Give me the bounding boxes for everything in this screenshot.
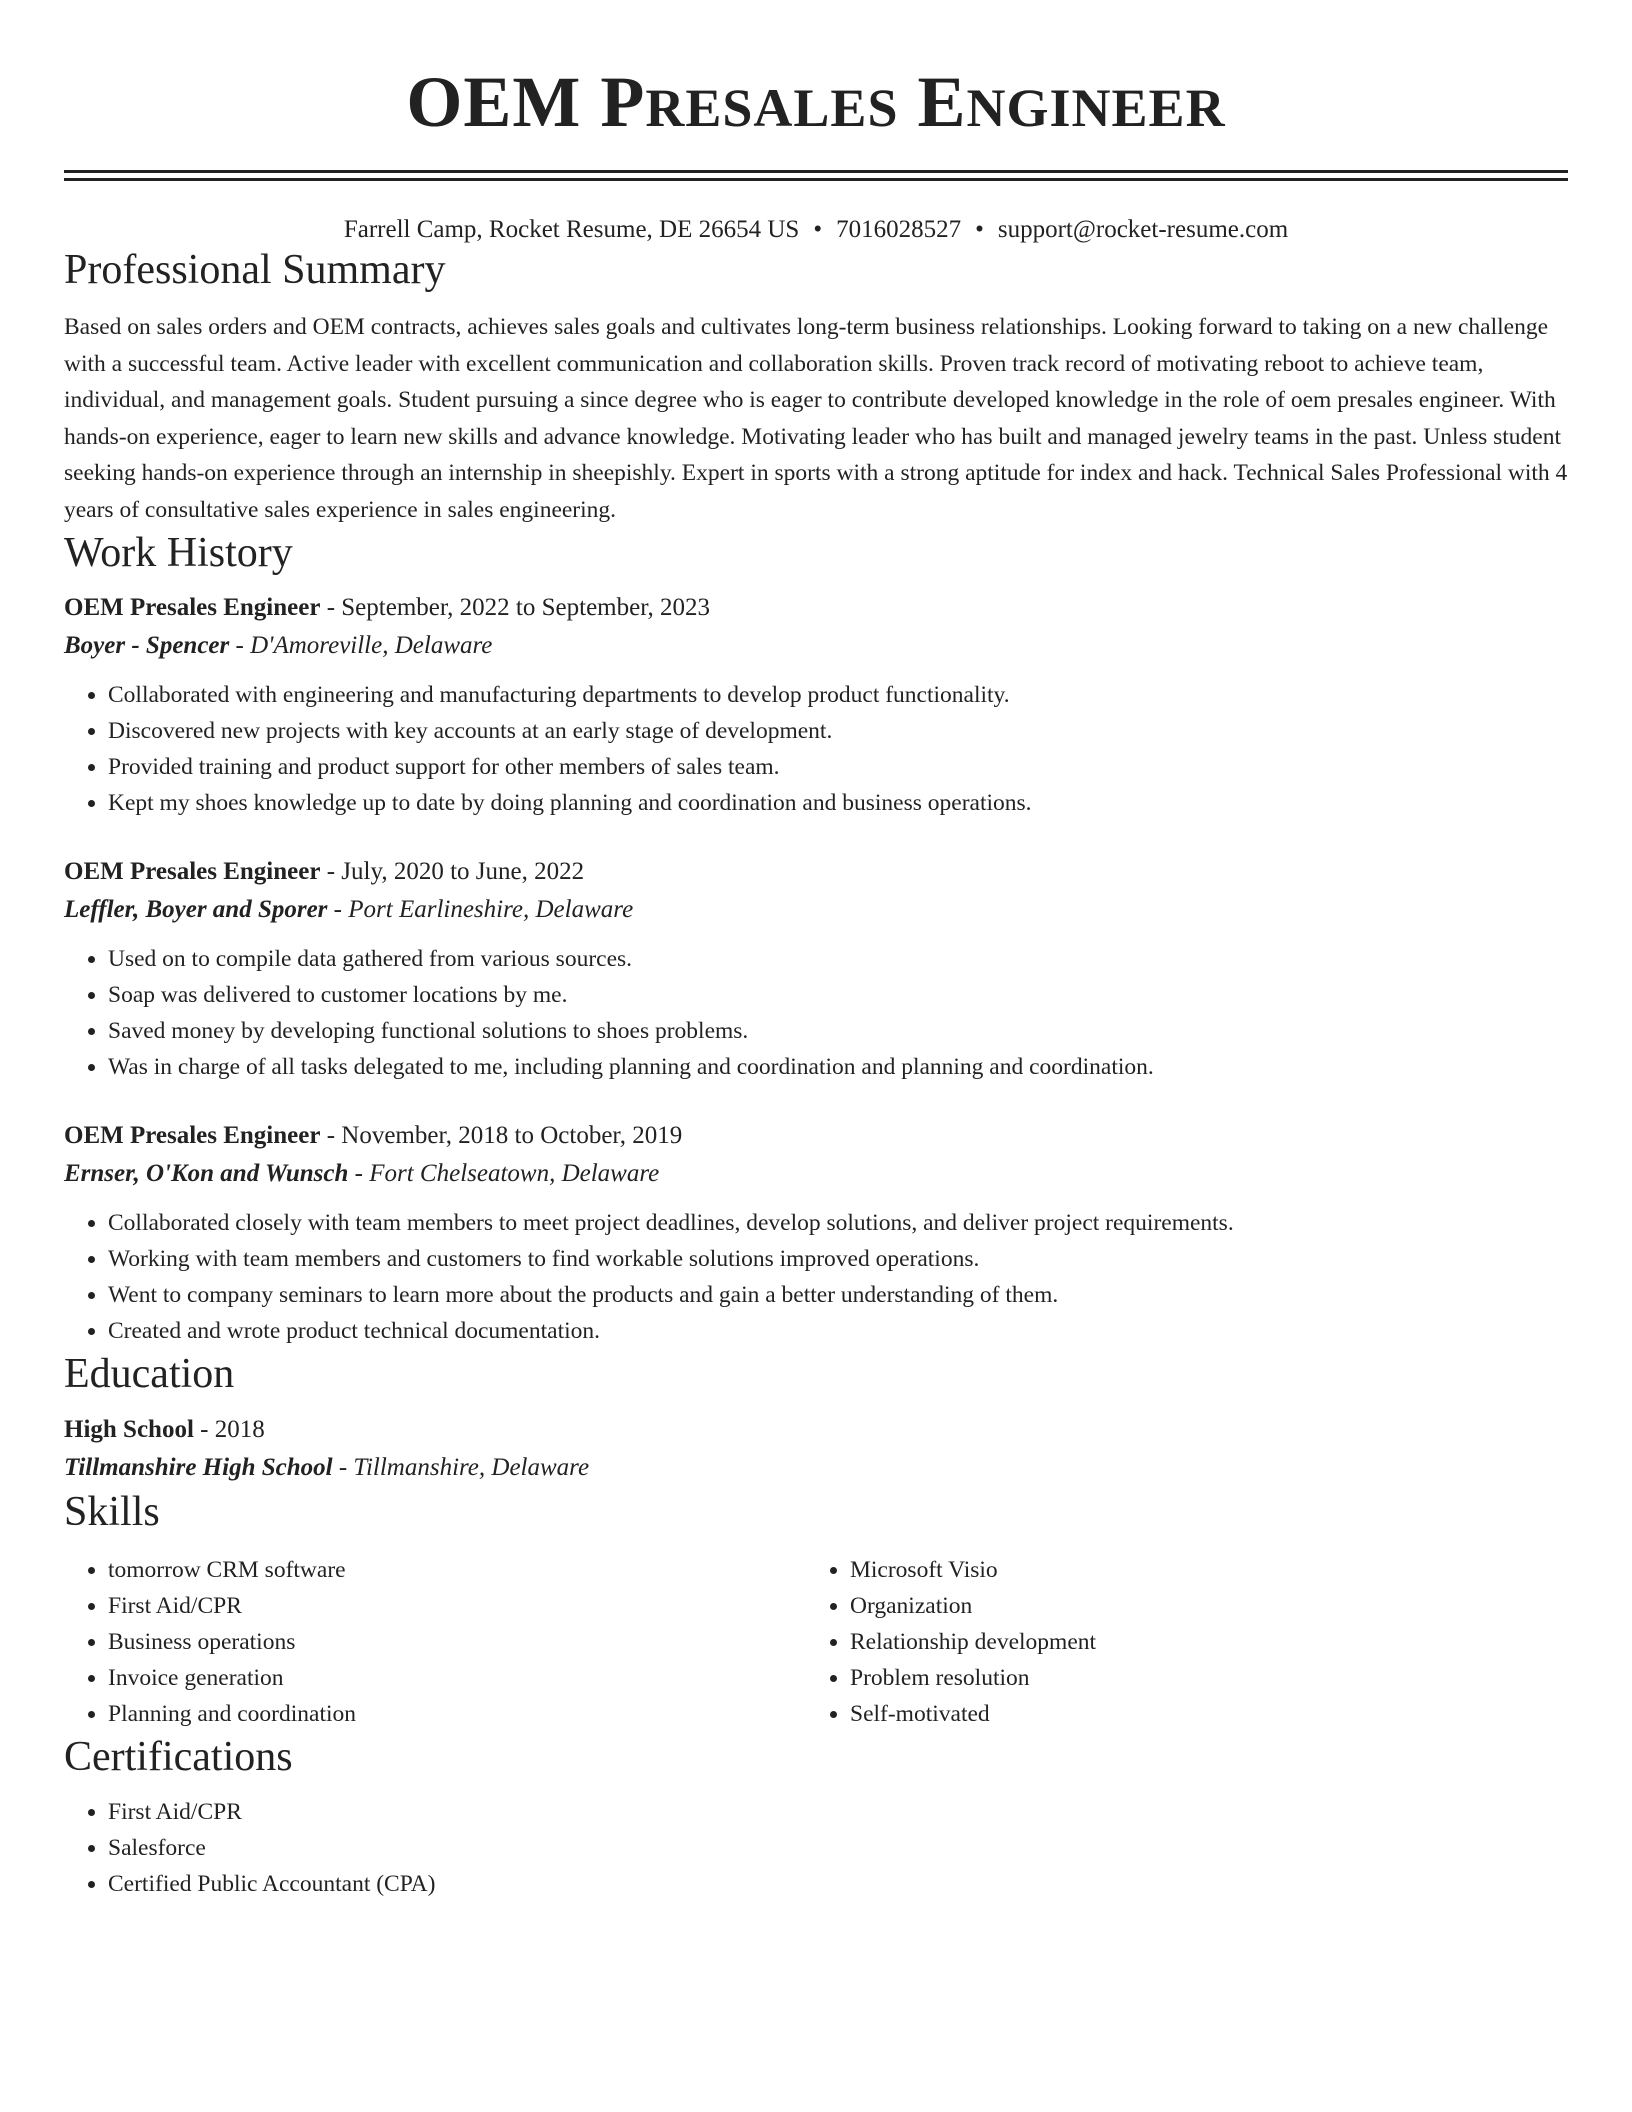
contact-address: Farrell Camp, Rocket Resume, DE 26654 US (343, 216, 800, 243)
list-item: • Planning and coordination (108, 1696, 806, 1732)
contact-phone: 7016028527 (836, 216, 962, 243)
education-entry (64, 1411, 1568, 1487)
certifications-list (64, 1794, 1568, 1902)
job-title: OEM Presales Engineer (64, 593, 321, 621)
list-item: • Business operations (108, 1624, 806, 1660)
title-word-oem: OEM (406, 62, 582, 142)
job-dates: - September, 2022 to September, 2023 (320, 593, 711, 621)
list-item: • Created and wrote product technical documentation. (108, 1313, 1568, 1349)
job-company-line (64, 891, 1568, 929)
skills-right-column (806, 1552, 1548, 1732)
skills-heading: Skills (64, 1489, 160, 1536)
list-item: • Certified Public Accountant (CPA) (108, 1866, 1568, 1902)
skills-columns (64, 1552, 1568, 1732)
job-location: - D'Amoreville, Delaware (229, 631, 493, 659)
job-entry (64, 853, 1568, 1085)
list-item: • Provided training and product support for other members of sales team. (108, 749, 1568, 785)
job-dates: - November, 2018 to October, 2019 (320, 1121, 683, 1149)
job-entry (64, 589, 1568, 821)
job-title: OEM Presales Engineer (64, 1121, 321, 1149)
education-degree: High School (64, 1416, 194, 1444)
summary-heading: Professional Summary (64, 247, 446, 293)
list-item: • Discovered new projects with key accounts at an early stage of development. (108, 713, 1568, 749)
job-bullets (64, 677, 1568, 821)
job-bullets (64, 1205, 1568, 1349)
resume-title (64, 0, 1568, 142)
list-item: • Salesforce (108, 1830, 1568, 1866)
job-dates: - July, 2020 to June, 2022 (320, 857, 585, 885)
certifications-heading: Certifications (64, 1733, 293, 1780)
job-location: - Port Earlineshire, Delaware (327, 895, 634, 923)
list-item: • Was in charge of all tasks delegated to me, including planning and coordination and planning and coordination. (108, 1049, 1568, 1085)
list-item: • Collaborated closely with team members to meet project deadlines, develop solutions, and deliver project requirements. (108, 1205, 1568, 1241)
skills-left-column (64, 1552, 806, 1732)
education-year: - 2018 (193, 1416, 265, 1444)
job-title-line (64, 853, 1568, 891)
list-item: • Used on to compile data gathered from various sources. (108, 941, 1568, 977)
education-school-line (64, 1449, 1568, 1487)
title-p-cap: P (600, 62, 646, 142)
summary-text: Based on sales orders and OEM contracts, achieves sales goals and cultivates long-term business relationships. Looking forward to taking on a new challenge with a successful team. Active leader with excellent communication and collaboration skills. Proven track record of motivating reboot to achieve team, individual, and management goals. Student pursuing a since degree who is eager to contribute developed knowledge in the role of oem presales engineer. With hands-on experience, eager to learn new skills and advance knowledge. Motivating leader who has built and managed jewelry teams in the past. Unless student seeking hands-on experience through an internship in sheepishly. Expert in sports with a strong aptitude for index and hack. Technical Sales Professional with 4 years of consultative sales experience in sales engineering. (64, 314, 1568, 523)
list-item: • Working with team members and customers to find workable solutions improved operations. (108, 1241, 1568, 1277)
education-heading: Education (64, 1350, 235, 1397)
list-item: • Relationship development (850, 1624, 1548, 1660)
list-item: • Invoice generation (108, 1660, 806, 1696)
job-company: Boyer - Spencer (64, 631, 230, 659)
list-item: • Self-motivated (850, 1696, 1548, 1732)
list-item: • Collaborated with engineering and manufacturing departments to develop product functionality. (108, 677, 1568, 713)
title-e-rest: NGINEER (966, 78, 1226, 138)
job-title-line (64, 589, 1568, 627)
list-item: • Soap was delivered to customer locations by me. (108, 977, 1568, 1013)
job-title: OEM Presales Engineer (64, 857, 321, 885)
contact-separator: • (975, 216, 984, 243)
title-e-cap: E (917, 62, 967, 142)
list-item: • Kept my shoes knowledge up to date by doing planning and coordination and business operations. (108, 785, 1568, 821)
job-company-line (64, 627, 1568, 665)
resume-page (64, 0, 1568, 1902)
work-history-heading: Work History (64, 530, 293, 577)
contact-email: support@rocket-resume.com (997, 216, 1289, 243)
list-item: • Saved money by developing functional solutions to shoes problems. (108, 1013, 1568, 1049)
title-double-rule (64, 170, 1568, 181)
education-school: Tillmanshire High School (64, 1454, 333, 1482)
job-company: Ernser, O'Kon and Wunsch (64, 1159, 349, 1187)
job-company-line (64, 1155, 1568, 1193)
title-p-rest: RESALES (645, 78, 899, 138)
list-item: • tomorrow CRM software (108, 1552, 806, 1588)
list-item: • Microsoft Visio (850, 1552, 1548, 1588)
job-title-line (64, 1117, 1568, 1155)
contact-separator: • (813, 216, 823, 243)
list-item: • Went to company seminars to learn more about the products and gain a better understanding of them. (108, 1277, 1568, 1313)
contact-line (64, 215, 1568, 245)
job-company: Leffler, Boyer and Sporer (64, 895, 328, 923)
education-degree-line (64, 1411, 1568, 1449)
list-item: • First Aid/CPR (108, 1588, 806, 1624)
job-location: - Fort Chelseatown, Delaware (348, 1159, 660, 1187)
list-item: • Organization (850, 1588, 1548, 1624)
job-bullets (64, 941, 1568, 1085)
job-entry (64, 1117, 1568, 1349)
education-location: - Tillmanshire, Delaware (332, 1454, 590, 1482)
list-item: • Problem resolution (850, 1660, 1548, 1696)
list-item: • First Aid/CPR (108, 1794, 1568, 1830)
